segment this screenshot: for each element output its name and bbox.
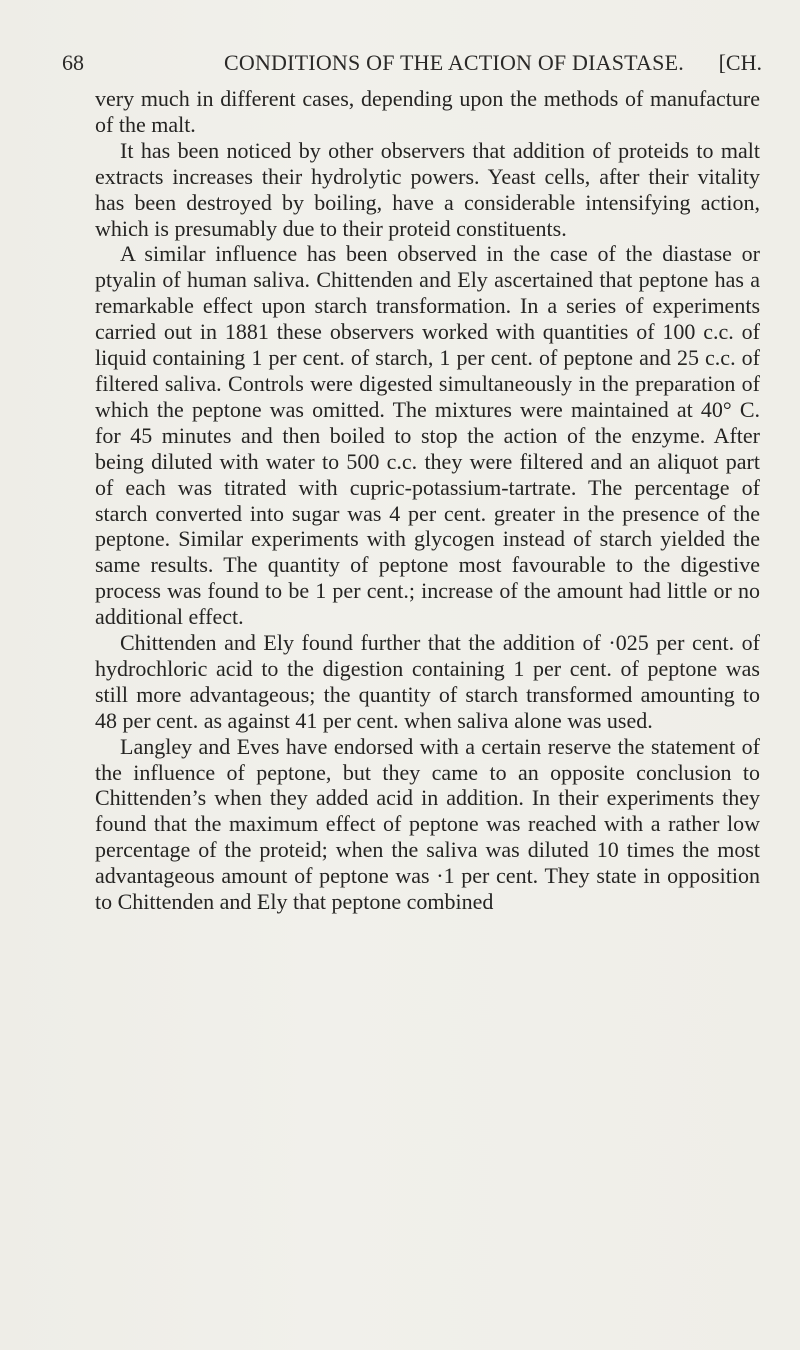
chapter-mark: [CH. — [718, 50, 762, 75]
page-header — [62, 46, 762, 80]
paragraph-proteids: It has been noticed by other observers that addition of proteids to malt extracts increases their hydrolytic powers. Yeast cells, after their vitality has been destroyed by boiling, have a considerable intensifying action, which is presumably due to their proteid constituents. — [95, 137, 760, 241]
running-head: CONDITIONS OF THE ACTION OF DIASTASE. — [224, 50, 684, 75]
paragraph-continuation: very much in different cases, depending upon the methods of manufacture of the malt. — [95, 86, 760, 137]
paragraph-hydrochloric-acid: Chittenden and Ely found further that the addition of ·025 per cent. of hydrochloric acid to the digestion containing 1 per cent. of peptone was still more advantageous; the quantity of starch transformed amounting to 48 per cent. as against 41 per cent. when saliva alone was used. — [95, 630, 760, 733]
page-number: 68 — [62, 50, 84, 75]
body-text — [95, 86, 760, 915]
paragraph-saliva-peptone: A similar influence has been observed in the case of the diastase or ptyalin of human saliva. Chittenden and Ely ascertained that peptone has a remarkable effect upon starch transformation. In a series of experiments carried out in 1881 these observers worked with quantities of 100 c.c. of liquid containing 1 per cent. of starch, 1 per cent. of peptone and 25 c.c. of filtered saliva. Controls were digested simultaneously in the preparation of which the peptone was omitted. The mixtures were maintained at 40° C. for 45 minutes and then boiled to stop the action of the enzyme. After being diluted with water to 500 c.c. they were filtered and an aliquot part of each was titrated with cupric-potassium-tartrate. The percentage of starch converted into sugar was 4 per cent. greater in the presence of the peptone. Similar experiments with glycogen instead of starch yielded the same results. The quantity of peptone most favourable to the digestive process was found to be 1 per cent.; increase of the amount had little or no additional effect. — [95, 241, 760, 630]
paragraph-langley-eves: Langley and Eves have endorsed with a certain reserve the statement of the influence of peptone, but they came to an opposite conclusion to Chittenden’s when they added acid in addition. In their experiments they found that the maximum effect of peptone was reached with a rather low percentage of the proteid; when the saliva was diluted 10 times the most advantageous amount of peptone was ·1 per cent. They state in opposition to Chittenden and Ely that peptone combined — [95, 733, 760, 915]
